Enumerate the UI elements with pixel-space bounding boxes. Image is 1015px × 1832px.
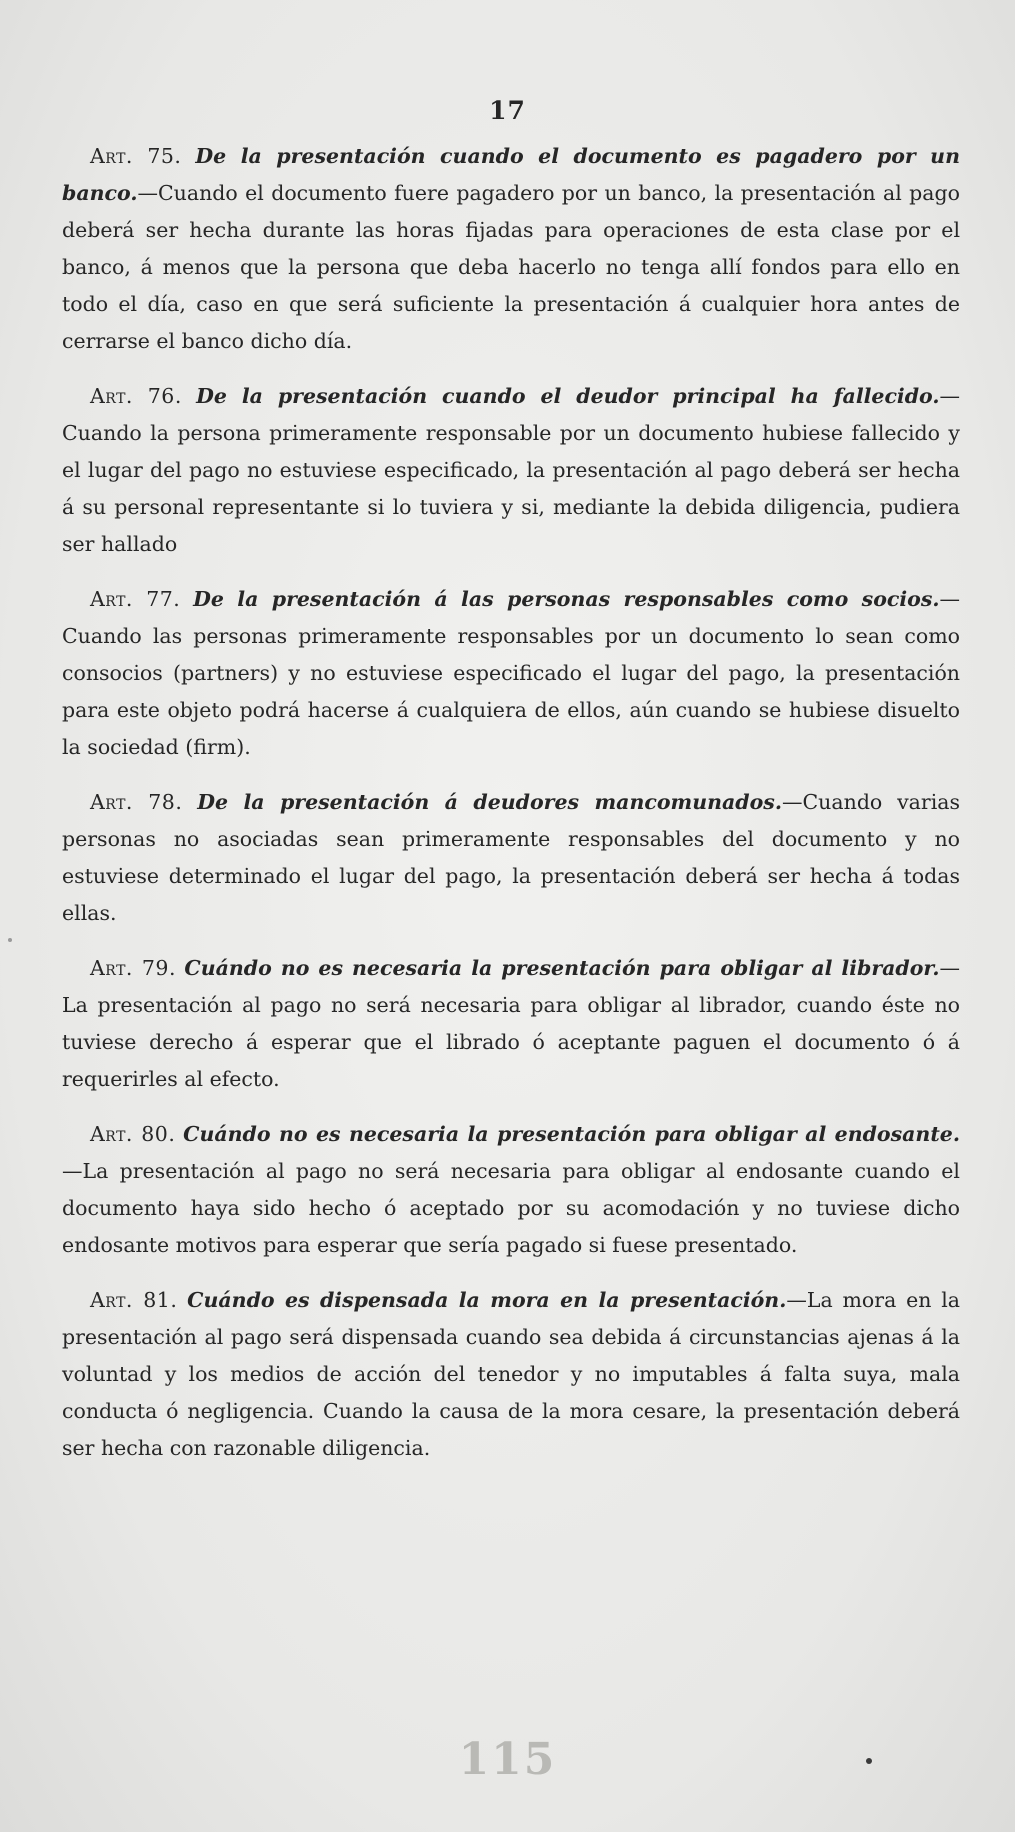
article-80 [62, 1116, 960, 1264]
article-title: Cuándo es dispensada la mora en la presentación. [187, 1288, 787, 1312]
article-body: —La presentación al pago no será necesaria para obligar al librador, cuando éste no tuviese derecho á esperar que el librado ó aceptante paguen el documento ó á requerirles al efecto. [62, 956, 960, 1091]
article-label: Art. 75. [90, 144, 182, 168]
article-body: —Cuando el documento fuere pagadero por un banco, la presentación al pago deberá ser hecha durante las horas fijadas para operaciones de esta clase por el banco, á menos que la persona que deba hacerlo no tenga allí fondos para ello en todo el día, caso en que será suficiente la presentación á cualquier hora antes de cerrarse el banco dicho día. [62, 181, 960, 353]
article-title: De la presentación cuando el documento es pagadero por un banco. [62, 144, 960, 205]
article-body: —Cuando varias personas no asociadas sean primeramente responsables del documento y no estuviese determinado el lugar del pago, la presentación deberá ser hecha á todas ellas. [62, 790, 960, 925]
article-title: Cuándo no es necesaria la presentación para obligar al librador. [184, 956, 940, 980]
article-body: —Cuando las personas primeramente responsables por un documento lo sean como consocios (partners) y no estuviese especificado el lugar del pago, la presentación para este objeto podrá hacerse á cualquiera de ellos, aún cuando se hubiese disuelto la sociedad (firm). [62, 587, 960, 759]
ink-speck [866, 1758, 872, 1764]
article-label: Art. 79. [90, 956, 176, 980]
article-76 [62, 378, 960, 563]
article-75 [62, 138, 960, 360]
article-78 [62, 784, 960, 932]
article-label: Art. 78. [90, 790, 183, 814]
article-label: Art. 81. [90, 1288, 178, 1312]
article-body: —La mora en la presentación al pago será dispensada cuando sea debida á circunstancias ajenas á la voluntad y los medios de acción del tenedor y no imputables á falta suya, mala conducta ó negligencia. Cuando la causa de la mora cesare, la presentación deberá ser hecha con razonable diligencia. [62, 1288, 960, 1460]
page-body [62, 138, 960, 1485]
article-body: —Cuando la persona primeramente responsable por un documento hubiese fallecido y el lugar del pago no estuviese especificado, la presentación al pago deberá ser hecha á su personal representante si lo tuviera y si, mediante la debida diligencia, pudiera ser hallado [62, 384, 960, 556]
article-title: De la presentación á deudores mancomunados. [197, 790, 782, 814]
article-label: Art. 76. [90, 384, 182, 408]
article-title: De la presentación cuando el deudor principal ha fallecido. [196, 384, 940, 408]
article-body: —La presentación al pago no será necesaria para obligar al endosante cuando el documento haya sido hecho ó aceptado por su acomodación y no tuviese dicho endosante motivos para esperar que sería pagado si fuese presentado. [62, 1159, 960, 1257]
ink-speck [8, 938, 12, 942]
article-81 [62, 1282, 960, 1467]
article-title: De la presentación á las personas responsables como socios. [193, 587, 940, 611]
article-title: Cuándo no es necesaria la presentación para obligar al endosante. [183, 1122, 960, 1146]
article-label: Art. 80. [90, 1122, 176, 1146]
page-number: 17 [489, 96, 526, 125]
article-79 [62, 950, 960, 1098]
article-77 [62, 581, 960, 766]
stamped-page-number: 115 [458, 1734, 557, 1785]
article-label: Art. 77. [90, 587, 181, 611]
